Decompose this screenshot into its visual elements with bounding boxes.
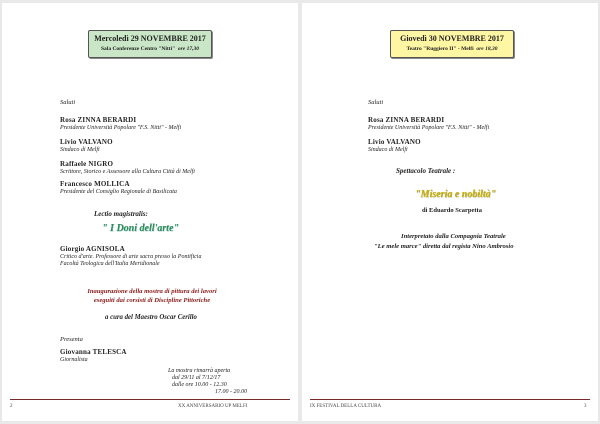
presenter-role: Giornalista [60, 357, 88, 363]
footer-divider [10, 399, 290, 400]
curator: a cura del Maestro Oscar Cerillo [105, 314, 197, 321]
saluti-label: Saluti [60, 99, 76, 106]
banner-date: Mercoledì 29 NOVEMBRE 2017 [94, 34, 206, 43]
banner-venue: Teatro "Ruggiero II" - Melfi ore 18,30 [406, 46, 498, 52]
schedule-line: dalle ore 10.00 - 12.30 [172, 382, 227, 388]
show-author: di Eduardo Scarpetta [422, 207, 482, 214]
event-banner-left [88, 30, 212, 58]
person-role: Scrittore, Storico e Assessore alla Cultura Città di Melfi [60, 169, 195, 175]
person-name: Raffaele NIGRO [60, 160, 114, 168]
show-label: Spettacolo Teatrale : [396, 167, 456, 175]
schedule-line: La mostra rimarrà aperta [168, 368, 231, 374]
speaker-role: Facoltà Teologica dell'Italia Meridionale [60, 261, 160, 267]
event-banner-right [390, 30, 514, 58]
person-name: Rosa ZINNA BERARDI [368, 116, 445, 124]
page-right [302, 3, 598, 421]
person-role: Sindaco di Melfi [60, 147, 100, 153]
footer-divider [310, 399, 590, 400]
person-role: Presidente Università Popolare "F.S. Nitti" - Melfi [368, 125, 490, 131]
page-left [2, 3, 298, 421]
person-role: Presidente del Consiglio Regionale di Basilicata [60, 189, 177, 195]
speaker-role: Critico d'arte. Professore di arte sacra presso la Pontificia [60, 254, 202, 260]
banner-date: Giovedì 30 NOVEMBRE 2017 [400, 34, 504, 43]
exhibit-line: Inaugurazione della mostra di pittura dei lavori [87, 288, 217, 295]
show-title: "Miseria e nobiltà" [415, 189, 497, 200]
presenta-label: Presenta [60, 336, 83, 343]
company-line: "Le mele marce" diretta dal regista Nino Ambrosio [374, 243, 514, 250]
presenter-name: Giovanna TELESCA [60, 348, 127, 356]
saluti-label: Saluti [368, 99, 384, 106]
footer-text: XX ANNIVERSARIO UP MELFI [178, 404, 248, 409]
lectio-label: Lectio magistralis: [94, 210, 148, 218]
exhibit-line: eseguiti dai corsisti di Discipline Pittoriche [93, 297, 211, 304]
person-name: Francesco MOLLICA [60, 180, 130, 188]
person-role: Sindaco di Melfi [368, 147, 408, 153]
banner-venue: Sala Conferenze Centro "Nitti" ore 17,30 [100, 46, 200, 52]
lectio-title: " I Doni dell'arte" [102, 223, 179, 234]
person-role: Presidente Università Popolare "F.S. Nitti" - Melfi [60, 125, 182, 131]
footer-text: IX FESTIVAL DELLA CULTURA [310, 404, 382, 409]
speaker-name: Giorgio AGNISOLA [60, 245, 125, 253]
person-name: Livio VALVANO [60, 138, 113, 146]
company-line: Interpretato dalla Compagnia Teatrale [401, 233, 506, 240]
schedule-line: 17.00 - 20.00 [215, 389, 247, 395]
footer-page-number: 3 [584, 404, 587, 409]
schedule-line: dal 29/11 al 7/12/17 [172, 375, 221, 381]
person-name: Livio VALVANO [368, 138, 421, 146]
footer-page-number: 2 [10, 404, 13, 409]
person-name: Rosa ZINNA BERARDI [60, 116, 137, 124]
